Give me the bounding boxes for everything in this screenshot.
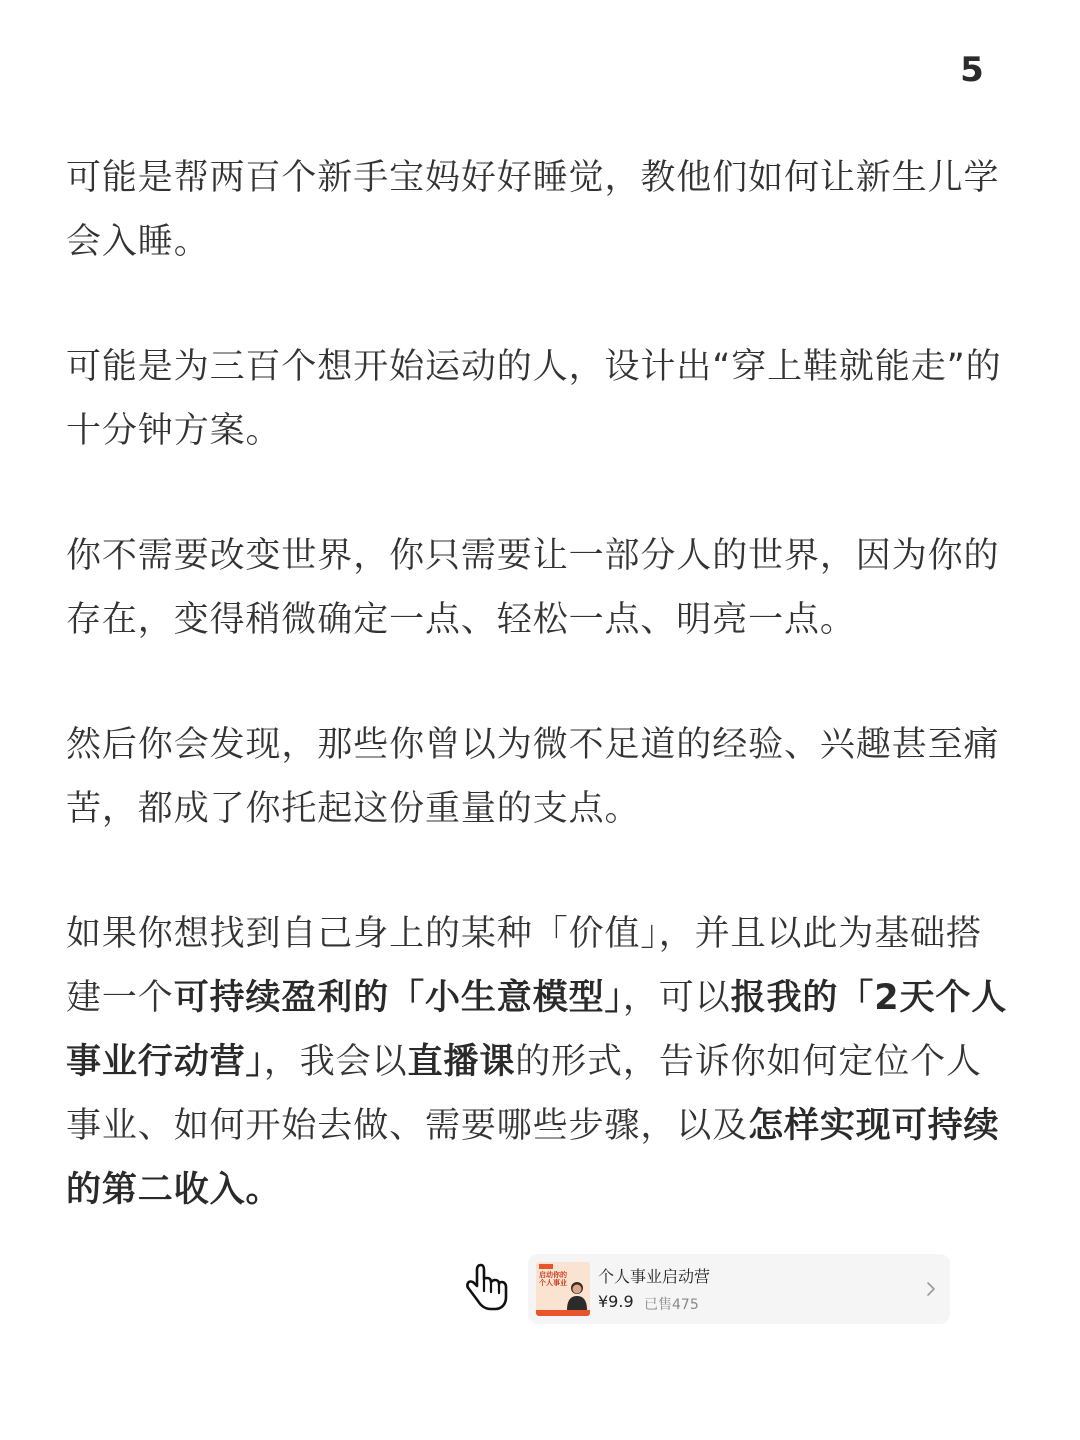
bold-text: 直播课 — [407, 1042, 516, 1082]
paragraph — [66, 146, 1016, 274]
paragraph — [66, 524, 1016, 652]
text-span: ，我会以 — [263, 1042, 408, 1082]
thumbnail-bar — [536, 1310, 590, 1316]
paragraph — [66, 335, 1016, 463]
text-span: 可能是帮两百个新手宝妈好好睡觉，教他们如何让新生儿学会入睡。 — [66, 158, 1000, 262]
text-span: 然后你会发现，那些你曾以为微不足道的经验、兴趣甚至痛苦，都成了你托起这份重量的支点。 — [66, 725, 1000, 829]
text-span: 你不需要改变世界，你只需要让一部分人的世界，因为你的存在，变得稍微确定一点、轻松一点、明亮一点。 — [66, 536, 1000, 640]
bold-text: 报我的「2天个人事业行动营」 — [66, 978, 1008, 1082]
text-span: ，可以 — [622, 978, 731, 1018]
thumbnail-badge — [539, 1264, 553, 1269]
article-body — [66, 146, 1016, 1283]
product-title: 个人事业启动营 — [598, 1267, 711, 1286]
product-card[interactable] — [528, 1254, 950, 1324]
product-link-row — [464, 1254, 954, 1324]
paragraph — [66, 902, 1016, 1222]
chevron-right-icon[interactable] — [926, 1281, 936, 1297]
bold-text: 可持续盈利的「小生意模型」 — [173, 978, 623, 1018]
product-thumbnail — [536, 1262, 590, 1316]
text-span: 可能是为三百个想开始运动的人，设计出“穿上鞋就能走”的十分钟方案。 — [66, 347, 1002, 451]
person-photo-icon — [566, 1280, 588, 1310]
bold-text: 怎样实现可持续的第二收入。 — [66, 1106, 1000, 1210]
text-span: 的形式，告诉你如何定位个人事业、如何开始去做、需要哪些步骤，以及 — [66, 1042, 982, 1146]
page-number: 5 — [960, 50, 984, 90]
thumbnail-text: 启动你的个人事业 — [539, 1271, 567, 1287]
paragraph — [66, 713, 1016, 841]
product-sold-count: 已售475 — [644, 1297, 699, 1313]
text-span: 如果你想找到自己身上的某种「价值」，并且以此为基础搭建一个 — [66, 914, 982, 1018]
pointing-hand-icon — [464, 1262, 510, 1312]
product-price: ¥9.9 — [598, 1292, 634, 1311]
